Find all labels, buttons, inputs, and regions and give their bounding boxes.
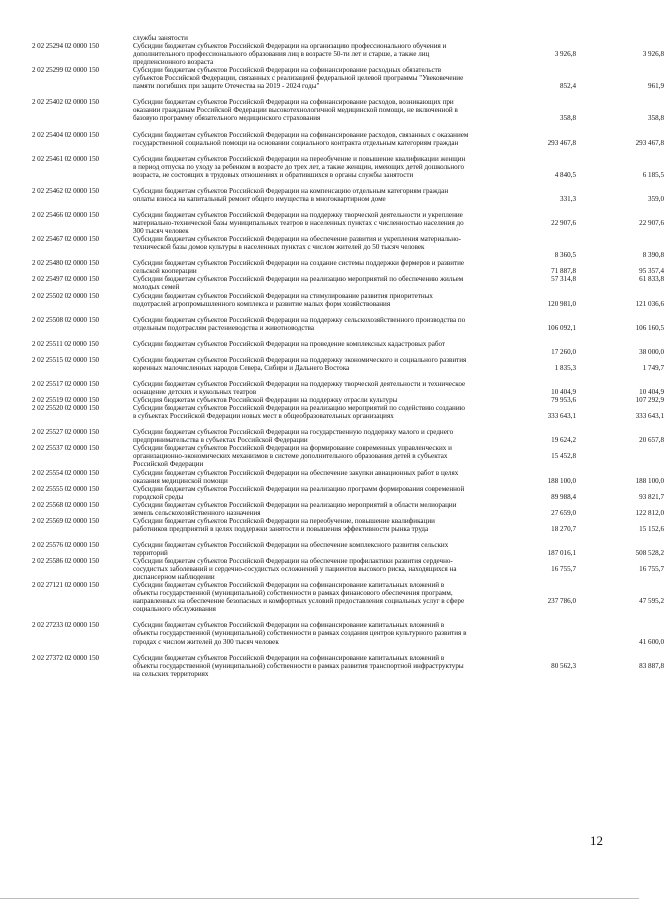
row-values xyxy=(473,275,664,291)
value-column-1: 3 926,8 xyxy=(554,50,576,59)
budget-table xyxy=(0,34,664,678)
row-values xyxy=(473,155,664,187)
value-column-2: 1 749,7 xyxy=(642,363,664,372)
budget-code: 2 02 27233 02 0000 150 xyxy=(32,621,99,630)
value-column-2: 20 657,8 xyxy=(639,436,664,445)
table-row xyxy=(0,653,664,678)
value-column-1: 80 562,3 xyxy=(551,661,576,670)
value-column-1: 57 314,8 xyxy=(551,275,576,284)
value-column-1: 18 270,7 xyxy=(551,524,576,533)
value-column-2: 93 821,7 xyxy=(639,492,664,501)
budget-code: 2 02 25515 02 0000 150 xyxy=(32,355,99,364)
row-values xyxy=(473,131,664,155)
table-row xyxy=(0,291,664,316)
table-row xyxy=(0,211,664,236)
table-row xyxy=(0,500,664,517)
row-description: Субсидии бюджетам субъектов Российской Федерации на государственную поддержку малого и среднего предпринимательства в субъектах Российской Федерации xyxy=(133,428,454,445)
value-column-1: 89 988,4 xyxy=(551,492,576,501)
row-values xyxy=(473,517,664,541)
value-column-2: 333 643,1 xyxy=(635,412,664,421)
row-description: Субсидия бюджетам субъектов Российской Федерации на поддержку отрасли культуры xyxy=(133,396,398,405)
budget-code: 2 02 25568 02 0000 150 xyxy=(32,500,99,509)
table-row xyxy=(0,186,664,211)
row-description: службы занятости xyxy=(133,34,188,42)
value-column-1: 19 624,2 xyxy=(551,436,576,445)
value-column-1: 331,3 xyxy=(560,194,576,203)
row-description: Субсидии бюджетам субъектов Российской Федерации на стимулирование развития приоритетных подотраслей агропромышленного комплекса и развитие малых форм хозяйствования xyxy=(133,291,433,308)
row-values xyxy=(473,428,664,444)
value-column-2: 106 160,5 xyxy=(635,323,664,332)
row-description: Субсидии бюджетам субъектов Российской Федерации на софинансирование расходов, возникающих при оказании гражданам Российской Федерации высокотехнологичной медицинской помощи, не включенной в базовую программу обязательного медицинского страхования xyxy=(133,98,458,123)
table-row xyxy=(0,428,664,445)
row-description: Субсидии бюджетам субъектов Российской Федерации на проведение комплексных кадастровых работ xyxy=(133,339,446,348)
budget-code: 2 02 25569 02 0000 150 xyxy=(32,516,99,525)
value-column-1: 17 260,0 xyxy=(551,347,576,356)
table-row xyxy=(0,484,664,501)
row-description: Субсидии бюджетам субъектов Российской Федерации на поддержку сельскохозяйственного производства по отдельным подотраслям растениеводства и животноводства xyxy=(133,315,466,332)
budget-code: 2 02 25404 02 0000 150 xyxy=(32,130,99,139)
row-description: Субсидии бюджетам субъектов Российской Федерации на поддержку экономического и социального развития коренных малочисленных народов Севера, Сибири и Дальнего Востока xyxy=(133,355,467,372)
budget-code: 2 02 25527 02 0000 150 xyxy=(32,428,99,437)
row-description: Субсидии бюджетам субъектов Российской Федерации на переобучение и повышение квалификации женщин в период отпуска по уходу за ребенком в возрасте до трех лет, а также женщин, имеющих детей дошкольного возраста, не состоящих в трудовых отношениях и обратившихся в органы службы занятости xyxy=(133,154,466,179)
budget-code: 2 02 27372 02 0000 150 xyxy=(32,653,99,662)
row-values xyxy=(473,259,664,275)
value-column-2: 6 185,5 xyxy=(642,170,664,179)
value-column-1: 22 907,6 xyxy=(551,219,576,228)
value-column-2: 47 595,2 xyxy=(639,597,664,606)
value-column-1: 8 360,5 xyxy=(554,251,576,260)
value-column-2: 293 467,8 xyxy=(635,138,664,147)
page-number: 12 xyxy=(590,833,603,848)
table-row xyxy=(0,98,664,130)
value-column-1: 106 092,1 xyxy=(547,323,576,332)
value-column-2: 16 755,7 xyxy=(639,565,664,574)
table-row xyxy=(0,275,664,292)
value-column-1: 4 840,5 xyxy=(554,170,576,179)
row-description: Субсидии бюджетам субъектов Российской Федерации на обеспечение закупки авиационных работ в целях оказания медицинской помощи xyxy=(133,468,459,485)
row-values xyxy=(473,380,664,396)
value-column-1: 71 887,8 xyxy=(551,267,576,276)
row-values xyxy=(473,541,664,557)
value-column-1: 16 755,7 xyxy=(551,565,576,574)
budget-code: 2 02 25508 02 0000 150 xyxy=(32,315,99,324)
budget-code: 2 02 25520 02 0000 150 xyxy=(32,404,99,413)
budget-code: 2 02 25462 02 0000 150 xyxy=(32,186,99,195)
row-description: Субсидии бюджетам субъектов Российской Федерации на реализацию программ формирования современной городской среды xyxy=(133,484,465,501)
value-column-2: 122 812,0 xyxy=(635,508,664,517)
row-values xyxy=(473,316,664,340)
value-column-1: 1 835,3 xyxy=(554,363,576,372)
budget-code: 2 02 25554 02 0000 150 xyxy=(32,468,99,477)
value-column-2: 188 100,0 xyxy=(635,476,664,485)
value-column-2: 22 907,6 xyxy=(639,219,664,228)
row-values xyxy=(473,211,664,235)
row-description: Субсидии бюджетам субъектов Российской Федерации на создание системы поддержки фермеров и развитие сельской кооперации xyxy=(133,259,465,276)
row-description: Субсидии бюджетам субъектов Российской Федерации на поддержку творческой деятельности и техническое оснащение детских и кукольных театров xyxy=(133,380,466,397)
row-description: Субсидии бюджетам субъектов Российской Федерации на софинансирование капитальных вложений в объекты государственной (муниципальной) собственности в рамках развития транспортной инфраструктуры на сельских территориях xyxy=(133,653,464,678)
row-values xyxy=(473,356,664,380)
value-column-2: 358,8 xyxy=(648,114,664,123)
table-row xyxy=(0,468,664,485)
row-values xyxy=(473,501,664,517)
budget-code: 2 02 27121 02 0000 150 xyxy=(32,581,99,590)
budget-code: 2 02 25299 02 0000 150 xyxy=(32,66,99,75)
table-row xyxy=(0,396,664,405)
value-column-1: 79 953,6 xyxy=(551,396,576,405)
budget-code: 2 02 25461 02 0000 150 xyxy=(32,154,99,163)
row-description: Субсидии бюджетам субъектов Российской Федерации на софинансирование капитальных вложений в объекты государственной (муниципальной) собственности в рамках создания центров культурного развития в городах с числом жителей до 300 тысяч человек xyxy=(133,621,467,646)
table-row xyxy=(0,540,664,557)
budget-code: 2 02 25294 02 0000 150 xyxy=(32,42,99,51)
table-row xyxy=(0,42,664,67)
value-column-2: 41 600,0 xyxy=(639,637,664,646)
page-bottom-edge xyxy=(0,898,639,899)
row-description: Субсидии бюджетам субъектов Российской Федерации на переобучение, повышение квалификации работников предприятий в целях поддержки занятости и повышения эффективности рынка труда xyxy=(133,516,435,533)
table-row xyxy=(0,130,664,155)
table-row xyxy=(0,66,664,98)
value-column-1: 333 643,1 xyxy=(547,412,576,421)
value-column-1: 852,4 xyxy=(560,82,576,91)
table-row xyxy=(0,259,664,276)
row-values xyxy=(473,42,664,66)
row-values xyxy=(473,621,664,653)
row-description: Субсидии бюджетам субъектов Российской Федерации на софинансирование расходных обязательств субъектов Российской Федерации, связанных с реализацией федеральной целевой программы "Увековечение памяти погибших при защите Отечества на 2019 - 2024 годы" xyxy=(133,66,464,91)
row-description: Субсидии бюджетам субъектов Российской Федерации на реализацию мероприятий по содействию созданию в субъектах Российской Федерации новых мест в общеобразовательных организациях xyxy=(133,404,465,421)
value-column-1: 187 016,1 xyxy=(547,549,576,557)
budget-code: 2 02 25511 02 0000 150 xyxy=(32,339,99,348)
value-column-2: 359,0 xyxy=(648,194,664,203)
row-values xyxy=(473,340,664,356)
value-column-2: 961,9 xyxy=(648,82,664,91)
budget-code: 2 02 25466 02 0000 150 xyxy=(32,211,99,220)
value-column-1: 188 100,0 xyxy=(547,476,576,485)
row-values xyxy=(473,187,664,211)
budget-code: 2 02 25497 02 0000 150 xyxy=(32,275,99,284)
budget-code: 2 02 25537 02 0000 150 xyxy=(32,444,99,453)
row-values xyxy=(473,66,664,98)
table-row xyxy=(0,621,664,653)
table-row xyxy=(0,380,664,397)
budget-code: 2 02 25576 02 0000 150 xyxy=(32,540,99,549)
budget-code: 2 02 25586 02 0000 150 xyxy=(32,557,99,566)
value-column-2: 3 926,8 xyxy=(642,50,664,59)
value-column-2: 508 528,2 xyxy=(635,549,664,557)
value-column-2: 15 152,6 xyxy=(639,524,664,533)
row-description: Субсидии бюджетам субъектов Российской Федерации на реализацию мероприятий в области мелиорации земель сельскохозяйственного назначения xyxy=(133,500,457,517)
row-values xyxy=(473,235,664,259)
value-column-2: 8 390,8 xyxy=(642,251,664,260)
row-description: Субсидии бюджетам субъектов Российской Федерации на организацию профессионального обучения и дополнительного профессионального образования лиц в возрасте 50-ти лет и старше, а также лиц предпенсионного возраста xyxy=(133,42,447,67)
row-values xyxy=(473,654,664,678)
row-values xyxy=(473,444,664,468)
row-values xyxy=(473,581,664,621)
budget-code: 2 02 25555 02 0000 150 xyxy=(32,484,99,493)
row-values xyxy=(473,292,664,316)
table-row xyxy=(0,355,664,380)
value-column-2: 107 292,9 xyxy=(635,396,664,405)
row-values xyxy=(473,396,664,404)
table-row xyxy=(0,444,639,468)
budget-code: 2 02 25502 02 0000 150 xyxy=(32,291,99,300)
value-column-1: 27 659,0 xyxy=(551,508,576,517)
value-column-2: 10 404,9 xyxy=(639,388,664,397)
value-column-2: 61 833,8 xyxy=(639,275,664,284)
row-values xyxy=(473,404,664,428)
value-column-1: 120 981,0 xyxy=(547,299,576,308)
row-description: Субсидии бюджетам субъектов Российской Федерации на обеспечение развития и укрепления материально-технической базы домов культуры в населенных пунктах с числом жителей до 50 тысяч человек xyxy=(133,235,461,252)
table-row xyxy=(0,404,664,428)
budget-code: 2 02 25517 02 0000 150 xyxy=(32,380,99,389)
row-values xyxy=(473,485,664,501)
row-values xyxy=(473,469,664,485)
value-column-1: 10 404,9 xyxy=(551,388,576,397)
value-column-2: 95 357,4 xyxy=(639,267,664,276)
row-description: Субсидии бюджетам субъектов Российской Федерации на формирование современных управленческих и организационно-экономических механизмов в системе дополнительного образования детей в субъектах Российской Федерации xyxy=(133,444,452,469)
row-description: Субсидии бюджетам субъектов Российской Федерации на реализацию мероприятий по обеспечению жильем молодых семей xyxy=(133,275,464,292)
value-column-2: 38 000,0 xyxy=(639,347,664,356)
value-column-2: 121 036,6 xyxy=(635,299,664,308)
value-column-1: 237 786,0 xyxy=(547,597,576,606)
budget-code: 2 02 25467 02 0000 150 xyxy=(32,235,99,244)
row-description: Субсидии бюджетам субъектов Российской Федерации на обеспечение комплексного развития сельских территорий xyxy=(133,540,449,557)
table-row xyxy=(0,557,664,582)
row-values xyxy=(473,557,664,581)
table-row xyxy=(0,154,664,187)
row-values xyxy=(473,98,664,130)
row-description: Субсидии бюджетам субъектов Российской Федерации на поддержку творческой деятельности и укрепление материально-технической базы муниципальных театров в населенных пунктах с численностью населения до 300 тысяч человек xyxy=(133,211,464,236)
table-row xyxy=(0,339,664,356)
table-row xyxy=(0,315,664,340)
budget-code xyxy=(0,34,135,42)
value-column-2: 83 887,8 xyxy=(639,661,664,670)
budget-code: 2 02 25519 02 0000 150 xyxy=(32,396,99,405)
value-column-1: 15 452,8 xyxy=(551,452,576,461)
value-column-1: 358,8 xyxy=(560,114,576,123)
budget-code: 2 02 25402 02 0000 150 xyxy=(32,98,99,107)
row-description: Субсидии бюджетам субъектов Российской Федерации на компенсацию отдельным категориям граждан оплаты взноса на капитальный ремонт общего имущества в многоквартирном доме xyxy=(133,186,449,203)
row-description: Субсидии бюджетам субъектов Российской Федерации на обеспечение профилактики развития сердечно-сосудистых заболеваний и сердечно-сосудистых осложнений у пациентов высокого риска, находящихся на диспансерном наблюдении xyxy=(133,557,457,582)
row-values xyxy=(473,34,664,42)
table-row xyxy=(0,235,664,260)
table-row xyxy=(0,516,664,541)
table-row xyxy=(0,581,664,621)
value-column-1: 293 467,8 xyxy=(547,138,576,147)
row-description: Субсидии бюджетам субъектов Российской Федерации на софинансирование расходов, связанных с оказанием государственной социальной помощи на основании социального контракта отдельным категориям граждан xyxy=(133,130,469,147)
table-row xyxy=(0,34,639,42)
row-description: Субсидии бюджетам субъектов Российской Федерации на софинансирование капитальных вложений в объекты государственной (муниципальной) собственности в рамках финансового обеспечения программ, направленных на обеспечение безопасных и комфортных условий предоставления социальных услуг в сфере социального обслуживания xyxy=(133,581,465,614)
budget-code: 2 02 25480 02 0000 150 xyxy=(32,259,99,268)
